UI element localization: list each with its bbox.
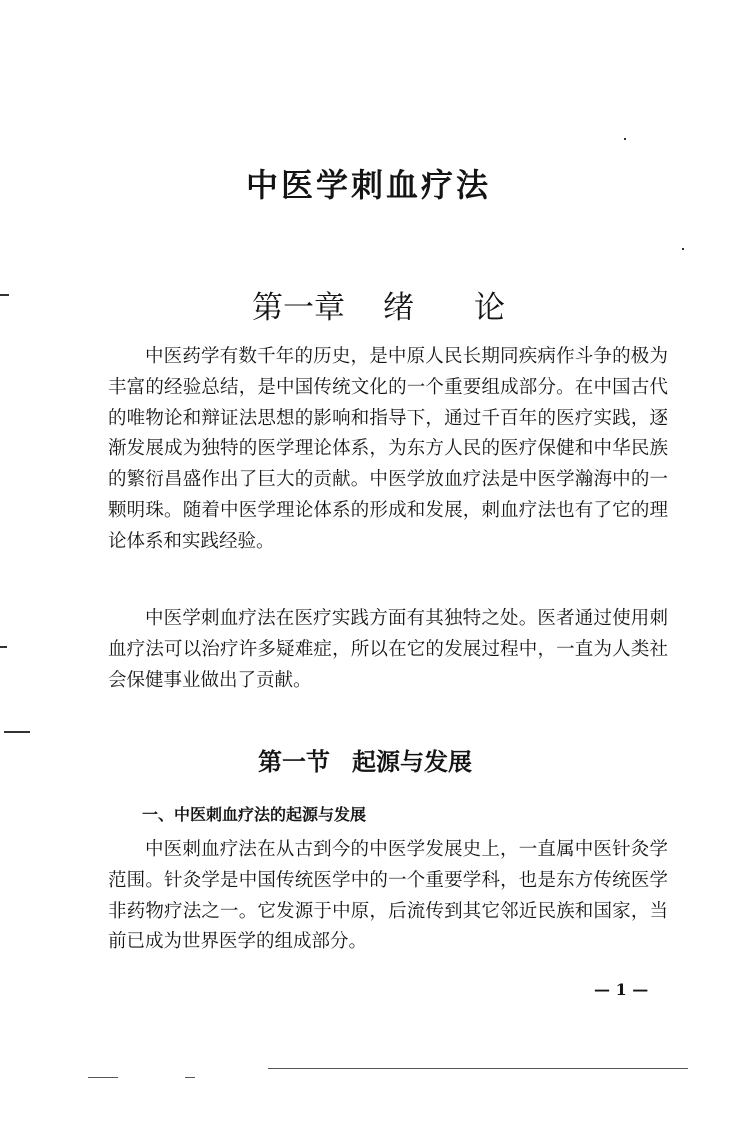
section-heading — [258, 742, 472, 777]
section-title: 起源与发展 — [352, 747, 472, 776]
scan-mark-left-lower — [4, 731, 30, 733]
scan-edge-line-2 — [88, 1077, 118, 1078]
scan-mark-left-mid — [0, 646, 7, 648]
scan-edge-line-3 — [185, 1077, 195, 1078]
subsection-heading: 一、中医刺血疗法的起源与发展 — [142, 805, 367, 824]
paragraph-origin: 中医刺血疗法在从古到今的中医学发展史上，一直属中医针灸学范围。针灸学是中国传统医学中的一个重要学科，也是东方传统医学非药物疗法之一。它发源于中原，后流传到其它邻近民族和国家，当前已成为世界医学的组成部分。 — [108, 839, 668, 953]
scan-dot-right — [682, 248, 684, 250]
book-title: 中医学刺血疗法 — [245, 166, 491, 204]
chapter-heading — [252, 282, 505, 327]
page-number: — 1 — — [594, 980, 649, 999]
chapter-number: 第一章 — [252, 290, 345, 326]
scan-edge-line-1 — [268, 1068, 688, 1069]
scan-mark-left-top — [0, 294, 9, 296]
chapter-title-word-1: 绪 — [383, 290, 414, 326]
section-number: 第一节 — [258, 747, 330, 776]
chapter-title-word-2: 论 — [474, 290, 505, 326]
paragraph-intro-history: 中医药学有数千年的历史，是中原人民长期同疾病作斗争的极为丰富的经验总结，是中国传统文化的一个重要组成部分。在中国古代的唯物论和辩证法思想的影响和指导下，通过千百年的医疗实践，逐渐发展成为独特的医学理论体系，为东方人民的医疗保健和中华民族的繁衍昌盛作出了巨大的贡献。中医学放血疗法是中医学瀚海中的一颗明珠。随着中医学理论体系的形成和发展，刺血疗法也有了它的理论体系和实践经验。 — [108, 346, 668, 552]
scan-dot-top — [624, 138, 626, 140]
paragraph-intro-bloodletting: 中医学刺血疗法在医疗实践方面有其独特之处。医者通过使用刺血疗法可以治疗许多疑难症，所以在它的发展过程中，一直为人类社会保健事业做出了贡献。 — [108, 608, 668, 691]
